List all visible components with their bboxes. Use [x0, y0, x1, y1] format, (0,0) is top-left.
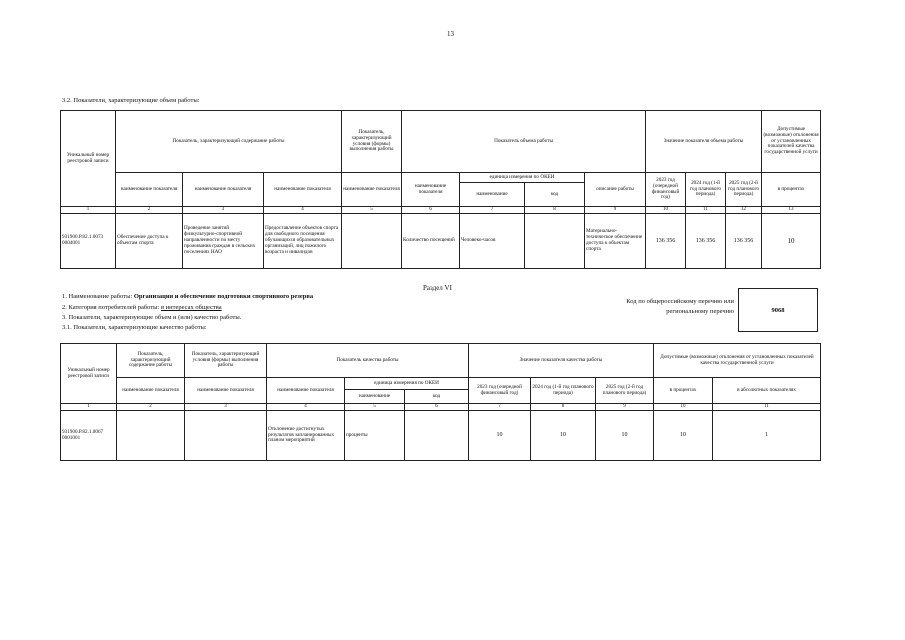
content-indicator-cell: Обеспечение доступа к объектам спорта	[116, 214, 183, 269]
header-condition-indicator: Показатель, характеризующий условия (формы) выполнения работы	[342, 111, 402, 173]
header-year-2023: 2023 год (очередной финансовый год)	[469, 378, 531, 404]
value-2023-cell: 136 356	[646, 214, 686, 269]
volume-table-title: 3.2. Показатели, характеризующие объем работы:	[62, 97, 200, 104]
unit-name-cell: Человеко-часов	[460, 214, 525, 269]
header-absolute: в абсолютных показателях	[713, 378, 821, 404]
header-indicator-name: наименование показателя	[185, 378, 267, 404]
column-number: 6	[405, 404, 469, 411]
unit-code-cell	[405, 411, 469, 461]
column-number: 4	[264, 207, 342, 214]
header-unit-okei: единица измерения по ОКЕИ	[345, 378, 469, 390]
header-indicator-name: наименование показателя	[264, 173, 342, 207]
header-content-indicator: Показатель, характеризующий содержание работы	[117, 344, 185, 378]
column-number: 11	[686, 207, 726, 214]
value-2023-cell: 10	[469, 411, 531, 461]
condition-indicator-cell	[185, 411, 267, 461]
header-unit-name: наименование	[460, 183, 525, 207]
value-2025-cell: 10	[596, 411, 654, 461]
column-number: 12	[726, 207, 762, 214]
value-2024-cell: 10	[531, 411, 596, 461]
header-unit-code: код	[525, 183, 585, 207]
column-number: 9	[596, 404, 654, 411]
consumer-category-label: 2. Категория потребителей работы:	[62, 304, 161, 311]
unit-name-cell: проценты	[345, 411, 405, 461]
deviation-absolute-cell: 1	[713, 411, 821, 461]
classifier-code-box: 9068	[738, 288, 818, 332]
indicators-heading: 3. Показатели, характеризующие объем и (или) качество работы.	[62, 314, 242, 321]
header-volume-indicator: Показатель объема работы	[402, 111, 646, 173]
column-number: 3	[183, 207, 264, 214]
header-unit-okei: единица измерения по ОКЕИ	[460, 173, 585, 183]
column-number: 10	[654, 404, 713, 411]
page-number: 13	[447, 30, 454, 38]
header-indicator-name: наименование показателя	[117, 378, 185, 404]
content-indicator-cell: Проведение занятий физкультурно-спортивной направленности по месту проживания граждан в сельских поселениях НАО	[183, 214, 264, 269]
consumer-category-line	[62, 304, 222, 311]
column-number: 8	[531, 404, 596, 411]
deviation-percent-cell: 10	[762, 214, 821, 269]
header-unique-number: Уникальный номер реестровой записи	[61, 344, 117, 404]
header-indicator-name: наименование показателя	[342, 173, 402, 207]
work-name-value: Организация и обеспечение подготовки спортивного резерва	[133, 293, 314, 300]
column-number: 5	[345, 404, 405, 411]
registry-number-cell: 931900.Р.82.1.0067 0001001	[61, 411, 117, 461]
condition-indicator-cell	[342, 214, 402, 269]
column-number: 3	[185, 404, 267, 411]
header-year-2025: 2025 год (2-й год планового периода)	[726, 173, 762, 207]
header-percent: в процентах	[762, 173, 821, 207]
header-deviation: Допустимые (возможные) отклонения от установленных показателей качества государственной услуги	[654, 344, 821, 378]
work-description-cell: Материально-техническое обеспечение доступа к объектам спорта	[585, 214, 646, 269]
quality-indicator-cell: Отклонение достигнутых результатов запланированных планом мероприятий	[267, 411, 345, 461]
column-number: 7	[469, 404, 531, 411]
quality-table	[60, 343, 821, 461]
column-number: 1	[61, 404, 117, 411]
header-percent: в процентах	[654, 378, 713, 404]
column-number: 5	[342, 207, 402, 214]
content-indicator-cell: Предоставление объектов спорта для свободного посещения обучающихся образовательных организаций, лиц пожилого возраста и инвалидов	[264, 214, 342, 269]
column-number: 13	[762, 207, 821, 214]
header-year-2024: 2024 год (1-й год планового периода)	[686, 173, 726, 207]
header-volume-value: Значение показателя объема работы	[646, 111, 762, 173]
header-work-description: описание работы	[585, 173, 646, 207]
column-number: 2	[117, 404, 185, 411]
section-title: Раздел VI	[423, 284, 452, 292]
header-quality-value: Значение показателя качества работы	[469, 344, 654, 378]
value-2024-cell: 136 356	[686, 214, 726, 269]
header-unit-name: наименование	[345, 390, 405, 404]
column-number: 6	[402, 207, 460, 214]
volume-indicator-cell: Количество посещений	[402, 214, 460, 269]
column-number: 2	[116, 207, 183, 214]
work-name-label: 1. Наименование работы:	[62, 293, 134, 300]
deviation-percent-cell: 10	[654, 411, 713, 461]
column-number: 4	[267, 404, 345, 411]
unit-code-cell	[525, 214, 585, 269]
header-deviation: Допустимые (возможные) отклонения от установленных показателей качества государственной услуги	[762, 111, 821, 173]
quality-table-title: 3.1. Показатели, характеризующие качество работы:	[62, 324, 207, 331]
classifier-code-label: Код по общероссийскому перечню или региональному перечню	[626, 298, 734, 315]
header-unit-code: код	[405, 390, 469, 404]
column-number: 10	[646, 207, 686, 214]
header-condition-indicator: Показатель, характеризующий условия (формы) выполнения работы	[185, 344, 267, 378]
content-indicator-cell	[117, 411, 185, 461]
header-indicator-name: наименование показателя	[116, 173, 183, 207]
value-2025-cell: 136 356	[726, 214, 762, 269]
header-content-indicator: Показатель, характеризующий содержание работы	[116, 111, 342, 173]
column-number: 9	[585, 207, 646, 214]
header-indicator-name: наименование показателя	[267, 378, 345, 404]
column-number: 11	[713, 404, 821, 411]
work-name-line	[62, 293, 313, 300]
header-indicator-name: наименование показателя	[183, 173, 264, 207]
column-number: 8	[525, 207, 585, 214]
registry-number-cell: 931900.Р.82.1.0073 0004001	[61, 214, 116, 269]
column-number: 7	[460, 207, 525, 214]
header-year-2023: 2023 год (очередной финансовый год)	[646, 173, 686, 207]
header-indicator-name: наименование показателя	[402, 173, 460, 207]
column-number: 1	[61, 207, 116, 214]
consumer-category-value: в интересах общества	[160, 304, 222, 311]
header-quality-indicator: Показатель качества работы	[267, 344, 469, 378]
volume-table	[60, 110, 821, 269]
header-year-2025: 2025 год (2-й год планового периода)	[596, 378, 654, 404]
header-unique-number: Уникальный номер реестровой записи	[61, 111, 116, 207]
header-year-2024: 2024 год (1-й год планового периода)	[531, 378, 596, 404]
